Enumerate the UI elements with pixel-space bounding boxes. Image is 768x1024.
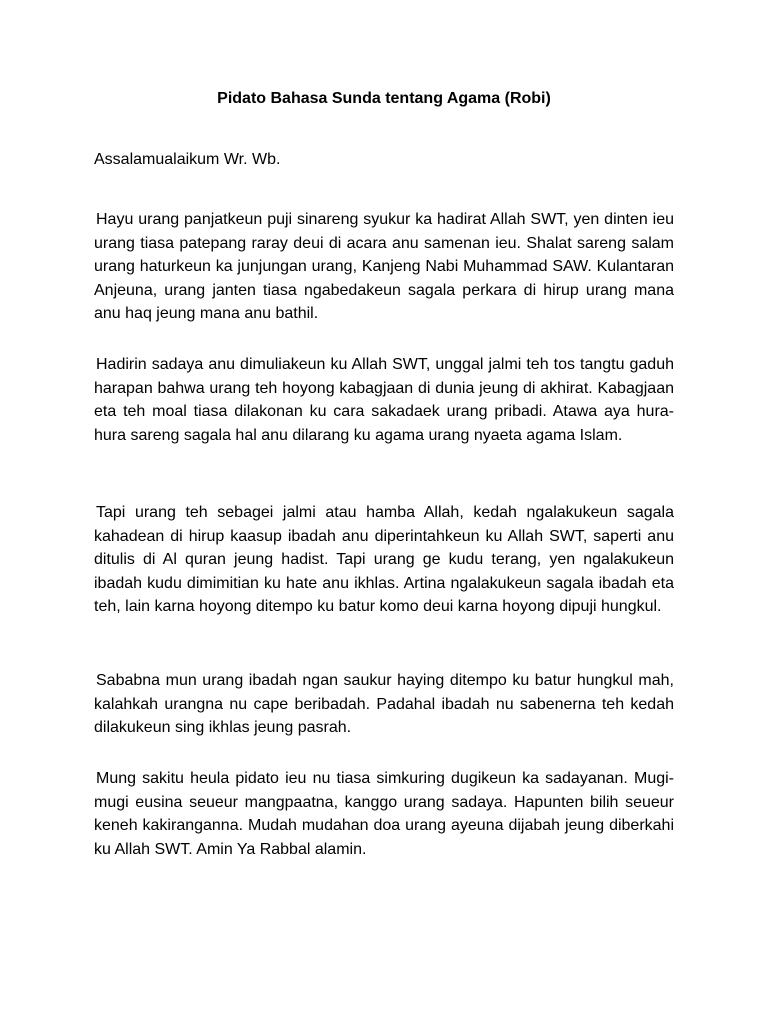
document-title: Pidato Bahasa Sunda tentang Agama (Robi)	[217, 90, 551, 107]
paragraph-hadirin: Hadirin sadaya anu dimuliakeun ku Allah SWT, unggal jalmi teh tos tangtu gaduh harapan bahwa urang teh hoyong kabagjaan di dunia jeung di akhirat. Kabagjaan eta teh moal tiasa dilakonan ku cara sakadaek urang pribadi. Atawa aya hura-hura sareng sagala hal anu dilarang ku agama urang nyaeta agama Islam.	[94, 356, 674, 444]
paragraph-ikhlas: Sababna mun urang ibadah ngan saukur haying ditempo ku batur hungkul mah, kalahkah urangna nu cape beribadah. Padahal ibadah nu sabenerna teh kedah dilakukeun sing ikhlas jeung pasrah.	[94, 672, 674, 736]
paragraph-ibadah: Tapi urang teh sebagei jalmi atau hamba Allah, kedah ngalakukeun sagala kahadean di hirup kaasup ibadah anu diperintahkeun ku Allah SWT, saperti anu ditulis di Al quran jeung hadist. Tapi urang ge kudu terang, yen ngalakukeun ibadah kudu dimimitian ku hate anu ikhlas. Artina ngalakukeun sagala ibadah eta teh, lain karna hoyong ditempo ku batur komo deui karna hoyong dipuji hungkul.	[94, 504, 674, 615]
greeting-line: Assalamualaikum Wr. Wb.	[94, 151, 281, 168]
paragraph-closing: Mung sakitu heula pidato ieu nu tiasa simkuring dugikeun ka sadayanan. Mugi-mugi eusina seueur mangpaatna, kanggo urang sadaya. Hapunten bilih seueur keneh kakiranganna. Mudah mudahan doa urang ayeuna dijabah jeung diberkahi ku Allah SWT. Amin Ya Rabbal alamin.	[94, 770, 674, 858]
paragraph-opening: Hayu urang panjatkeun puji sinareng syukur ka hadirat Allah SWT, yen dinten ieu urang tiasa patepang raray deui di acara anu samenan ieu. Shalat sareng salam urang haturkeun ka junjungan urang, Kanjeng Nabi Muhammad SAW. Kulantaran Anjeuna, urang janten tiasa ngabedakeun sagala perkara di hirup urang mana anu haq jeung mana anu bathil.	[94, 211, 674, 322]
